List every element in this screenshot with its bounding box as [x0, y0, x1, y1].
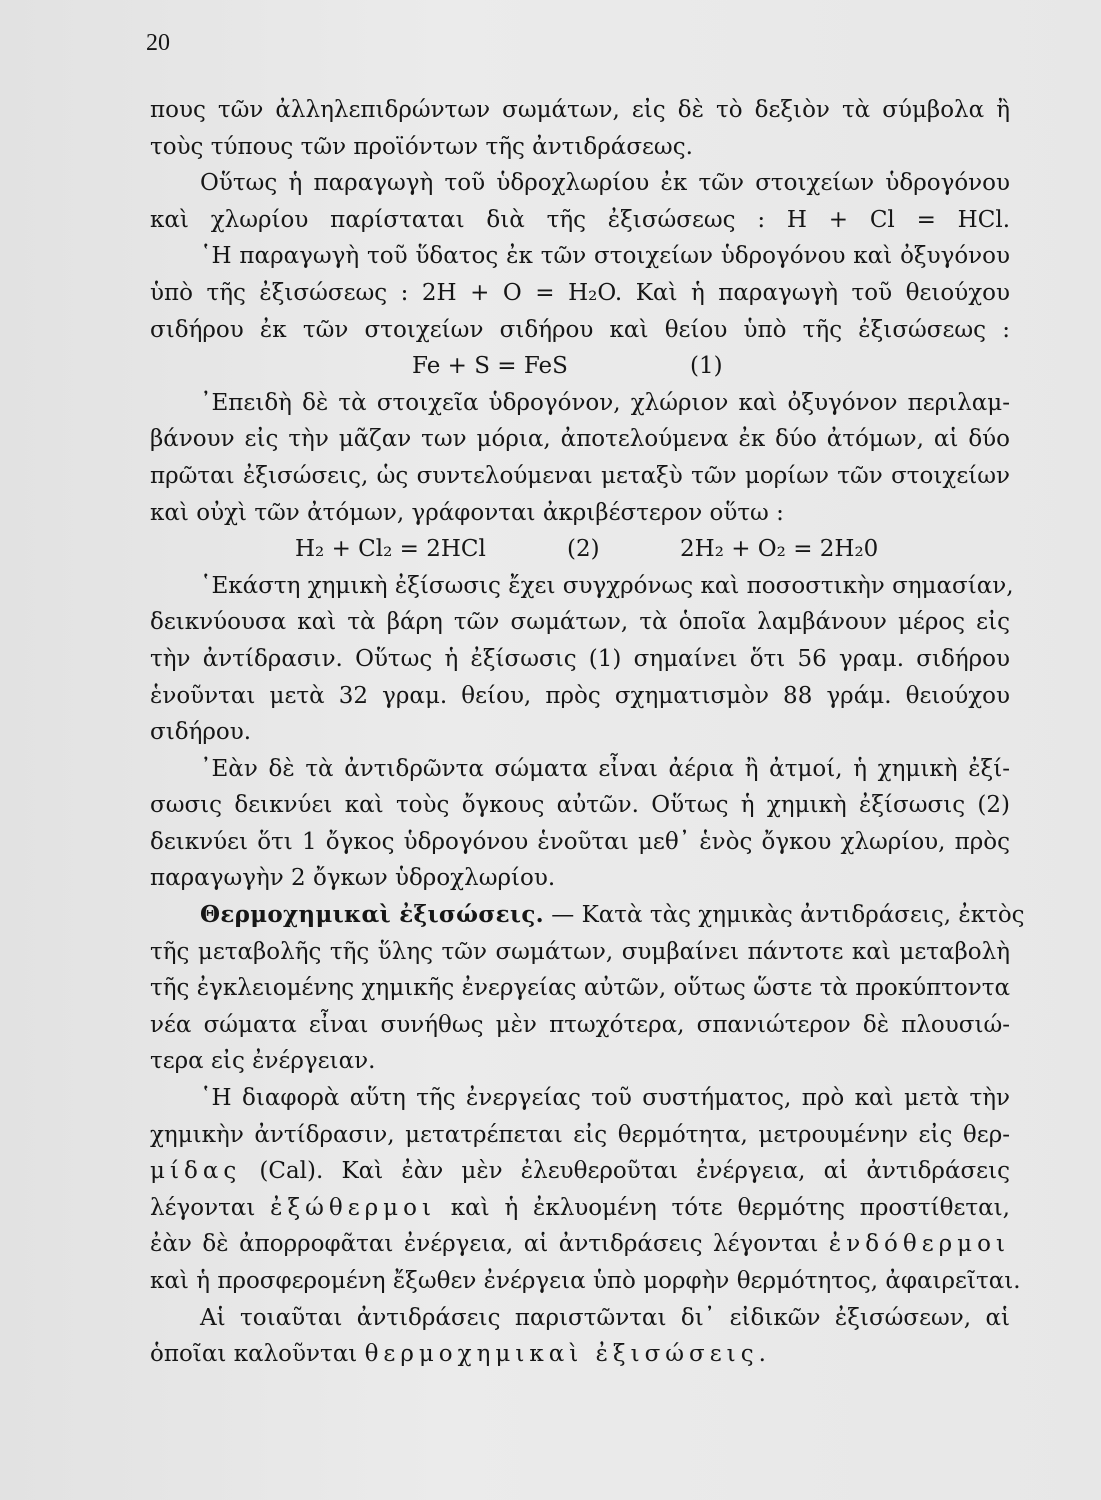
text-fragment: (Cal). Καὶ ἐὰν μὲν ἐλευθεροῦται ἐνέργεια, αἱ ἀντιδράσεις: [241, 1158, 1010, 1185]
text-fragment: — Κατὰ τὰς χημικὰς ἀντιδράσεις, ἐκτὸς: [543, 902, 1025, 929]
text-line: καὶ χλωρίου παρίσταται διὰ τῆς ἐξισώσεως : H + Cl = HCl.: [150, 206, 1010, 233]
page-number: 20: [146, 30, 170, 56]
text-fragment: καὶ ἡ ἐκλυομένη τότε θερμότης προστίθεται,: [435, 1194, 1010, 1221]
text-line: Αἱ τοιαῦται ἀντιδράσεις παριστῶνται δι᾽ εἰδικῶν ἐξισώσεων, αἱ: [200, 1304, 1010, 1331]
text-line: τῆς μεταβολῆς τῆς ὕλης τῶν σωμάτων, συμβαίνει πάντοτε καὶ μεταβολὴ: [150, 938, 1010, 965]
text-fragment: λέγονται: [150, 1194, 271, 1221]
body-text: [150, 92, 1025, 1373]
text-line: [150, 1226, 1010, 1263]
equation-formula: Fe + S = FeS: [412, 353, 568, 380]
text-line: βάνουν εἰς τὴν μᾶζαν των μόρια, ἀποτελούμενα ἐκ δύο ἀτόμων, αἱ δύο: [150, 426, 1010, 453]
text-line: [150, 1153, 1010, 1190]
text-line: ὑπὸ τῆς ἐξισώσεως : 2H + O = H₂O. Καὶ ἡ παραγωγὴ τοῦ θειούχου: [150, 279, 1010, 306]
text-line: ᾿Εὰν δὲ τὰ ἀντιδρῶντα σώματα εἶναι ἀέρια ἢ ἀτμοί, ἡ χημικὴ ἐξί-: [200, 755, 1010, 782]
text-line: δεικνύει ὅτι 1 ὄγκος ὑδρογόνου ἑνοῦται μεθ᾽ ἑνὸς ὄγκου χλωρίου, πρὸς: [150, 828, 1010, 855]
text-line: τῆς ἐγκλειομένης χημικῆς ἐνεργείας αὐτῶν, οὕτως ὥστε τὰ προκύπτοντα: [150, 975, 1010, 1002]
text-line: Οὕτως ἡ παραγωγὴ τοῦ ὑδροχλωρίου ἐκ τῶν στοιχείων ὑδρογόνου: [200, 170, 1010, 197]
spaced-term: μίδας: [150, 1158, 242, 1185]
text-line: [150, 1336, 1010, 1373]
text-line: τερα εἰς ἐνέργειαν.: [150, 1048, 376, 1075]
text-fragment: ὁποῖαι καλοῦνται: [150, 1341, 365, 1368]
text-line: πους τῶν ἀλληλεπιδρώντων σωμάτων, εἰς δὲ τὸ δεξιὸν τὰ σύμβολα ἢ: [150, 97, 1010, 123]
text-line: χημικὴν ἀντίδρασιν, μετατρέπεται εἰς θερμότητα, μετρουμένην εἰς θερ-: [150, 1121, 1010, 1148]
spaced-term: θερμοχημικαὶ ἐξισώσεις.: [364, 1341, 771, 1368]
equation-formula: H₂ + Cl₂ = 2HCl: [295, 536, 486, 563]
text-line: ῾Η διαφορὰ αὕτη τῆς ἐνεργείας τοῦ συστήματος, πρὸ καὶ μετὰ τὴν: [200, 1085, 1010, 1112]
text-line: πρῶται ἐξισώσεις, ὡς συντελούμεναι μεταξὺ τῶν μορίων τῶν στοιχείων: [150, 462, 1010, 489]
text-line: δεικνύουσα καὶ τὰ βάρη τῶν σωμάτων, τὰ ὁποῖα λαμβάνουν μέρος εἰς: [150, 609, 1010, 636]
text-line: τοὺς τύπους τῶν προϊόντων τῆς ἀντιδράσεως.: [150, 133, 693, 160]
spaced-term: ἐνδόθερμοι: [828, 1231, 1010, 1258]
text-line: καὶ ἡ προσφερομένη ἔξωθεν ἐνέργεια ὑπὸ μορφὴν θερμότητος, ἀφαιρεῖται.: [150, 1268, 1021, 1294]
section-heading-line: [150, 897, 1025, 934]
equation-number: (1): [690, 353, 723, 380]
text-line: καὶ οὐχὶ τῶν ἀτόμων, γράφονται ἀκριβέστερον οὕτω :: [150, 499, 784, 526]
text-line: παραγωγὴν 2 ὄγκων ὑδροχλωρίου.: [150, 865, 556, 892]
equation-2: [150, 531, 1010, 568]
text-fragment: ἐὰν δὲ ἀπορροφᾶται ἐνέργεια, αἱ ἀντιδράσεις λέγονται: [150, 1231, 829, 1258]
text-line: ῾Εκάστη χημικὴ ἐξίσωσις ἔχει συγχρόνως καὶ ποσοστικὴν σημασίαν,: [200, 572, 1014, 599]
text-line: ᾿Επειδὴ δὲ τὰ στοιχεῖα ὑδρογόνον, χλώριον καὶ ὀξυγόνον περιλαμ-: [200, 389, 1010, 416]
section-heading: Θερμοχημικαὶ ἐξισώσεις.: [200, 901, 544, 929]
text-line: ῾Η παραγωγὴ τοῦ ὕδατος ἐκ τῶν στοιχείων ὑδρογόνου καὶ ὀξυγόνου: [200, 243, 1010, 270]
text-line: τὴν ἀντίδρασιν. Οὕτως ἡ ἐξίσωσις (1) σημαίνει ὅτι 56 γραμ. σιδήρου: [150, 645, 1010, 672]
equation-formula: 2H₂ + O₂ = 2H₂0: [680, 536, 879, 563]
equation-1: [150, 348, 1010, 385]
spaced-term: ἐξώθερμοι: [270, 1194, 436, 1221]
text-line: ἑνοῦνται μετὰ 32 γραμ. θείου, πρὸς σχηματισμὸν 88 γράμ. θειούχου: [150, 682, 1010, 709]
text-line: σιδήρου.: [150, 719, 252, 746]
equation-number: (2): [567, 536, 600, 563]
text-line: [150, 1190, 1010, 1227]
text-line: σωσις δεικνύει καὶ τοὺς ὄγκους αὐτῶν. Οὕτως ἡ χημικὴ ἐξίσωσις (2): [150, 792, 1010, 819]
text-line: νέα σώματα εἶναι συνήθως μὲν πτωχότερα, σπανιώτερον δὲ πλουσιώ-: [150, 1011, 1010, 1038]
text-line: σιδήρου ἐκ τῶν στοιχείων σιδήρου καὶ θείου ὑπὸ τῆς ἐξισώσεως :: [150, 316, 1010, 343]
